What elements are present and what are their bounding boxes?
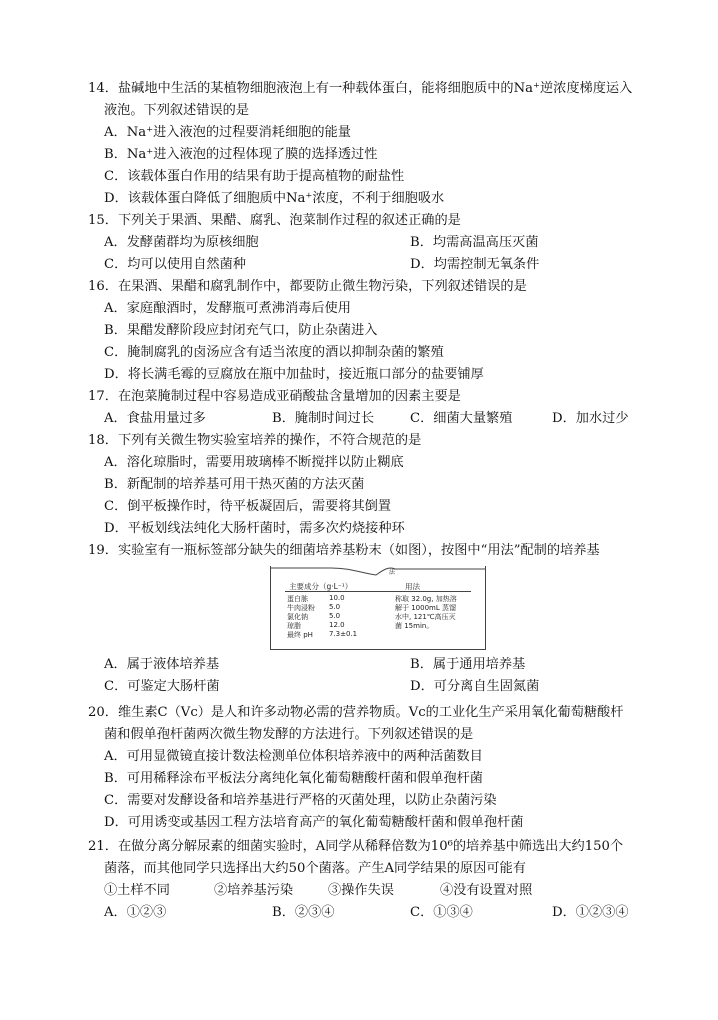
q20-option-d: D．可用诱变或基因工程方法培育高产的氧化葡萄糖酸杆菌和假单孢杆菌: [104, 815, 524, 830]
q14-option-a: A．Na⁺进入液泡的过程要消耗细胞的能量: [104, 125, 351, 140]
q19-stem: 19．实验室有一瓶标签部分缺失的细菌培养基粉末（如图），按图中“用法”配制的培养基: [88, 543, 600, 558]
usage-line: 称取 32.0g, 加热溶: [395, 595, 457, 603]
q18-option-d: D．平板划线法纯化大肠杆菌时，需多次灼烧接种环: [104, 521, 405, 536]
q14-option-b: B．Na⁺进入液泡的过程体现了膜的选择透过性: [104, 147, 378, 162]
q16-option-d: D．将长满毛霉的豆腐放在瓶中加盐时，接近瓶口部分的盐要铺厚: [104, 367, 484, 382]
usage-line: 水中, 121℃高压灭: [395, 613, 456, 621]
ingredient-value: 5.0: [329, 603, 341, 611]
culture-medium-label-figure: [270, 566, 486, 650]
q21-reason: ②培养基污染: [214, 883, 294, 898]
usage-line: 解于 1000mL 蒸馏: [395, 604, 456, 612]
q14-option-d: D．该载体蛋白降低了细胞质中Na⁺浓度，不利于细胞吸水: [104, 191, 445, 206]
ingredient-value: 7.3±0.1: [329, 630, 358, 638]
q21-option-a: A．①②③: [104, 905, 167, 920]
figure-divider: [285, 591, 471, 592]
q20-stem-line2: 菌和假单孢杆菌两次微生物发酵的方法进行。下列叙述错误的是: [104, 727, 474, 742]
figure-header-usage: 用法: [405, 582, 420, 591]
q19-option-a: A．属于液体培养基: [104, 657, 220, 672]
q19-option-c: C．可鉴定大肠杆菌: [104, 679, 220, 694]
q20-option-c: C．需要对发酵设备和培养基进行严格的灭菌处理，以防止杂菌污染: [104, 793, 497, 808]
q21-option-b: B．②③④: [272, 905, 335, 920]
q21-reason: ③操作失误: [328, 883, 394, 898]
q15-option-a: A．发酵菌群均为原核细胞: [104, 235, 259, 250]
q14-stem-line2: 液泡。下列叙述错误的是: [104, 103, 250, 118]
torn-text: 法: [389, 569, 396, 576]
q18-option-a: A．溶化琼脂时，需要用玻璃棒不断搅拌以防止糊底: [104, 455, 404, 470]
ingredient-value: 12.0: [329, 621, 345, 629]
q19-option-d: D．可分离自生固氮菌: [410, 679, 540, 694]
q21-option-d: D．①②③④: [552, 905, 629, 920]
ingredient-value: 5.0: [329, 612, 341, 620]
q16-stem: 16．在果酒、果醋和腐乳制作中，都要防止微生物污染，下列叙述错误的是: [88, 279, 527, 294]
q21-stem-line1: 21．在做分离分解尿素的细菌实验时，A同学从稀释倍数为10⁶的培养基中筛选出大约150个: [88, 839, 624, 854]
q15-option-d: D．均需控制无氧条件: [410, 257, 540, 272]
ingredient-name: 蛋白胨: [287, 595, 308, 603]
ingredient-value: 10.0: [329, 594, 345, 602]
q21-stem-line2: 菌落，而其他同学只选择出大约50个菌落。产生A同学结果的原因可能有: [104, 861, 526, 876]
q21-reason: ④没有设置对照: [440, 883, 533, 898]
q18-option-c: C．倒平板操作时，待平板凝固后，需要将其倒置: [104, 499, 392, 514]
q19-option-b: B．属于通用培养基: [410, 657, 526, 672]
q18-option-b: B．新配制的培养基可用干热灭菌的方法灭菌: [104, 477, 365, 492]
ingredient-name: 最终 pH: [287, 631, 313, 639]
q15-stem: 15．下列关于果酒、果醋、腐乳、泡菜制作过程的叙述正确的是: [88, 213, 461, 228]
torn-edge-graphic: [271, 563, 485, 577]
ingredient-name: 氯化钠: [287, 613, 308, 621]
q17-option-b: B．腌制时间过长: [272, 411, 375, 426]
q16-option-b: B．果醋发酵阶段应封闭充气口，防止杂菌进入: [104, 323, 378, 338]
q15-option-b: B．均需高温高压灭菌: [410, 235, 539, 250]
q14-option-c: C．该载体蛋白作用的结果有助于提高植物的耐盐性: [104, 169, 405, 184]
ingredient-name: 牛肉浸粉: [287, 604, 315, 612]
q20-option-a: A．可用显微镜直接计数法检测单位体积培养液中的两种活菌数目: [104, 749, 483, 764]
q15-option-c: C．均可以使用自然菌种: [104, 257, 246, 272]
q17-stem: 17．在泡菜腌制过程中容易造成亚硝酸盐含量增加的因素主要是: [88, 389, 461, 404]
q20-option-b: B．可用稀释涂布平板法分离纯化氧化葡萄糖酸杆菌和假单孢杆菌: [104, 771, 483, 786]
q16-option-a: A．家庭酿酒时，发酵瓶可煮沸消毒后使用: [104, 301, 351, 316]
q16-option-c: C．腌制腐乳的卤汤应含有适当浓度的酒以抑制杂菌的繁殖: [104, 345, 444, 360]
q17-option-a: A．食盐用量过多: [104, 411, 206, 426]
q18-stem: 18．下列有关微生物实验室培养的操作，不符合规范的是: [88, 433, 422, 448]
q20-stem-line1: 20．维生素C（Vc）是人和许多动物必需的营养物质。Vc的工业化生产采用氧化葡萄糖酸杆: [88, 705, 624, 720]
figure-header-ingredients: 主要成分（g·L⁻¹）: [289, 582, 353, 591]
q21-option-c: C．①③④: [410, 905, 473, 920]
usage-line: 菌 15min。: [395, 622, 434, 630]
q17-option-c: C．细菌大量繁殖: [410, 411, 513, 426]
q17-option-d: D．加水过少: [552, 411, 629, 426]
q14-stem-line1: 14．盐碱地中生活的某植物细胞液泡上有一种载体蛋白，能将细胞质中的Na⁺逆浓度梯度运入: [88, 81, 633, 96]
ingredient-name: 琼脂: [287, 622, 301, 630]
q21-reason: ①土样不同: [104, 883, 170, 898]
